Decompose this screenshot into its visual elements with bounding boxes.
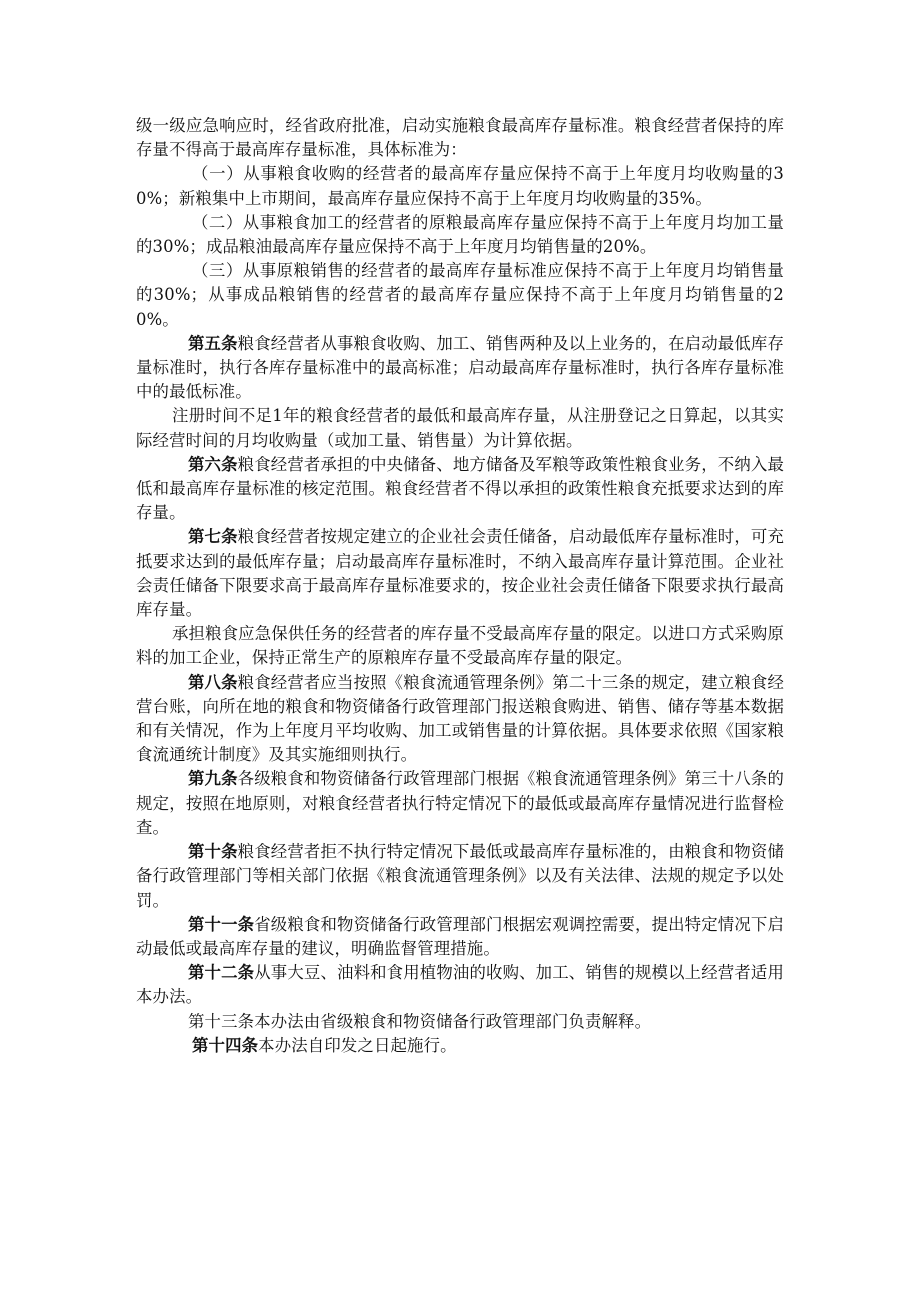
- article-heading: 第十条: [188, 842, 238, 862]
- paragraph-item-1: （一）从事粮食收购的经营者的最高库存量应保持不高于上年度月均收购量的30%；新粮集中上市期间，最高库存量应保持不高于上年度月均收购量的35%。: [136, 164, 784, 208]
- article-heading: 第十一条: [188, 914, 255, 934]
- paragraph-registration: 注册时间不足1年的粮食经营者的最低和最高库存量，从注册登记之日算起，以其实际经营时间的月均收购量（或加工量、销售量）为计算依据。: [136, 406, 784, 450]
- article-heading: 第七条: [188, 527, 238, 547]
- article-heading: 第八条: [188, 672, 238, 692]
- article-14: 第十四条本办法自印发之日起施行。: [192, 1035, 457, 1055]
- article-heading: 第十四条: [192, 1035, 259, 1055]
- article-13: 第十三条本办法由省级粮食和物资储备行政管理部门负责解释。: [188, 1011, 652, 1031]
- paragraph-item-2: （二）从事粮食加工的经营者的原粮最高库存量应保持不高于上年度月均加工量的30%；成品粮油最高库存量应保持不高于上年度月均销售量的20%。: [136, 212, 784, 257]
- article-heading: 第九条: [188, 769, 238, 789]
- paragraph-item-3: （三）从事原粮销售的经营者的最高库存量标准应保持不高于上年度月均销售量的30%；从事成品粮销售的经营者的最高库存量应保持不高于上年度月均销售量的20%。: [136, 261, 784, 329]
- article-6: 第六条粮食经营者承担的中央储备、地方储备及军粮等政策性粮食业务，不纳入最低和最高库存量标准的核定范围。粮食经营者不得以承担的政策性粮食充抵要求达到的库存量。: [136, 454, 784, 523]
- article-8: 第八条粮食经营者应当按照《粮食流通管理条例》第二十三条的规定，建立粮食经营台账，向所在地的粮食和物资储备行政管理部门报送粮食购进、销售、储存等基本数据和有关情况，作为上年度月平均收购、加工或销售量的计算依据。具体要求依照《国家粮食流通统计制度》及其实施细则执行。: [136, 672, 784, 765]
- paragraph-emergency-supply: 承担粮食应急保供任务的经营者的库存量不受最高库存量的限定。以进口方式采购原料的加工企业，保持正常生产的原粮库存量不受最高库存量的限定。: [136, 624, 785, 668]
- article-12: 第十二条从事大豆、油料和食用植物油的收购、加工、销售的规模以上经营者适用本办法。: [136, 963, 784, 1007]
- article-10: 第十条粮食经营者拒不执行特定情况下最低或最高库存量标准的，由粮食和物资储备行政管理部门等相关部门依据《粮食流通管理条例》以及有关法律、法规的规定予以处罚。: [136, 842, 784, 910]
- document-body: [136, 114, 784, 1058]
- article-heading: 第五条: [188, 333, 238, 353]
- article-heading: 第六条: [188, 454, 238, 474]
- article-heading: 第十二条: [188, 963, 255, 983]
- article-9: 第九条各级粮食和物资储备行政管理部门根据《粮食流通管理条例》第三十八条的规定，按照在地原则，对粮食经营者执行特定情况下的最低或最高库存量情况进行监督检查。: [136, 769, 784, 837]
- article-11: 第十一条省级粮食和物资储备行政管理部门根据宏观调控需要，提出特定情况下启动最低或最高库存量的建议，明确监督管理措施。: [136, 914, 784, 958]
- paragraph-intro: 级一级应急响应时，经省政府批准，启动实施粮食最高库存量标准。粮食经营者保持的库存量不得高于最高库存量标准，具体标准为：: [136, 116, 784, 160]
- article-5: 第五条粮食经营者从事粮食收购、加工、销售两种及以上业务的，在启动最低库存量标准时，执行各库存量标准中的最高标准；启动最高库存量标准时，执行各库存量标准中的最低标准。: [136, 333, 784, 402]
- article-7: 第七条粮食经营者按规定建立的企业社会责任储备，启动最低库存量标准时，可充抵要求达到的最低库存量；启动最高库存量标准时，不纳入最高库存量计算范围。企业社会责任储备下限要求高于最高库存量标准要求的，按企业社会责任储备下限要求执行最高库存量。: [136, 527, 784, 620]
